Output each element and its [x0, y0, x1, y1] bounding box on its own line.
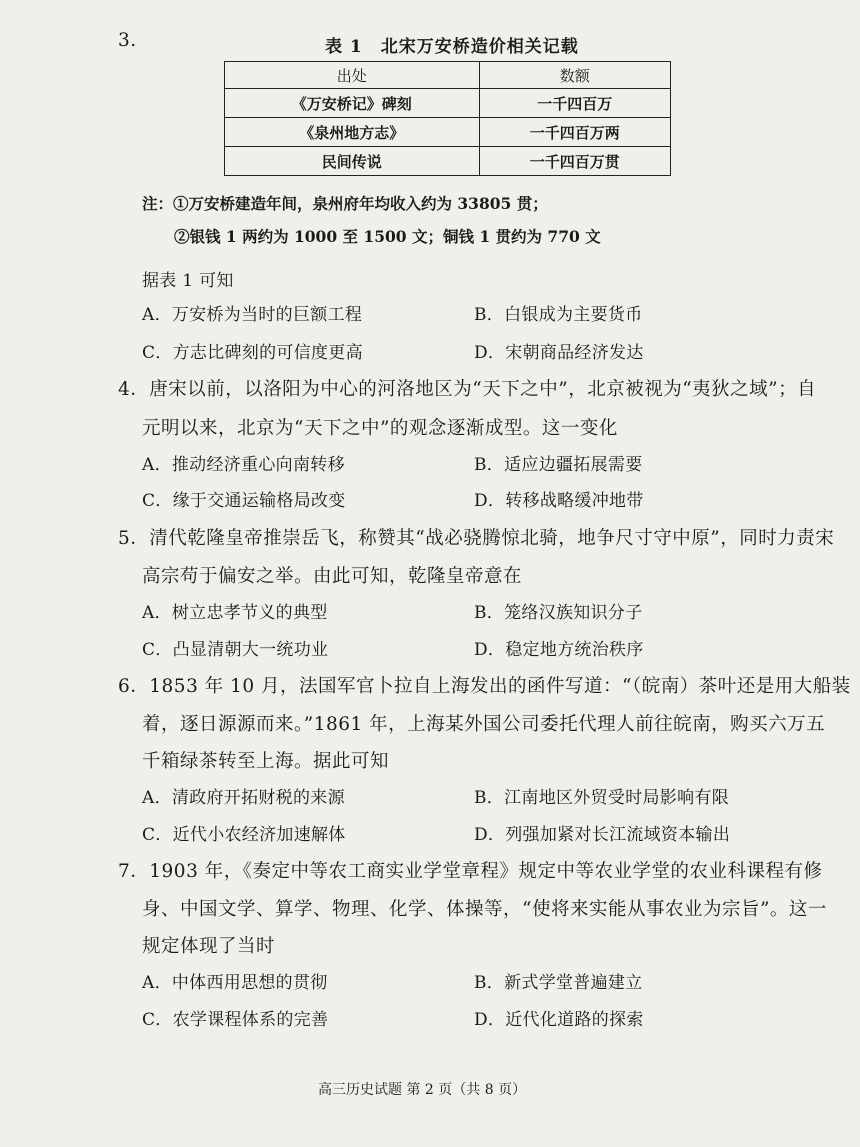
- q7-option-b[interactable]: B．新式学堂普遍建立: [474, 973, 643, 993]
- q6-option-c[interactable]: C．近代小农经济加速解体: [142, 825, 346, 845]
- cost-table: [224, 61, 671, 176]
- q4-option-b[interactable]: B．适应边疆拓展需要: [474, 455, 643, 475]
- q7-option-d[interactable]: D．近代化道路的探索: [474, 1010, 644, 1030]
- q4-stem-line2: 元明以来，北京为“天下之中”的观念逐渐成型。这一变化: [142, 418, 618, 439]
- q4-option-c[interactable]: C．缘于交通运输格局改变: [142, 491, 346, 511]
- table-row: [225, 89, 671, 118]
- q7-option-a[interactable]: A．中体西用思想的贯彻: [142, 973, 328, 993]
- q6-stem-line3: 千箱绿茶转至上海。据此可知: [142, 751, 390, 772]
- table-note-1: 注：①万安桥建造年间，泉州府年均收入约为 33805 贯；: [142, 194, 548, 213]
- q6-option-b[interactable]: B．江南地区外贸受时局影响有限: [474, 788, 729, 808]
- q5-option-a[interactable]: A．树立忠孝节义的典型: [142, 603, 328, 623]
- q7-stem-line2: 身、中国文学、算学、物理、化学、体操等，“使将来实能从事农业为宗旨”。这一: [142, 899, 827, 920]
- q6-option-a[interactable]: A．清政府开拓财税的来源: [142, 788, 345, 808]
- q4-option-d[interactable]: D．转移战略缓冲地带: [474, 491, 644, 511]
- table-header-source: 出处: [225, 62, 480, 89]
- q5-stem-line2: 高宗苟于偏安之举。由此可知，乾隆皇帝意在: [142, 566, 523, 587]
- q3-stem: 据表 1 可知: [142, 271, 234, 291]
- table-header-row: [225, 62, 671, 89]
- q6-option-d[interactable]: D．列强加紧对长江流域资本输出: [474, 825, 731, 845]
- q7-option-c[interactable]: C．农学课程体系的完善: [142, 1010, 329, 1030]
- page-footer: 高三历史试题 第 2 页（共 8 页）: [318, 1082, 527, 1098]
- q3-number: 3.: [118, 30, 137, 51]
- q4-stem-line1: 4．唐宋以前，以洛阳为中心的河洛地区为“天下之中”，北京被视为“夷狄之域”；自: [118, 379, 817, 400]
- table-header-amount: 数额: [479, 62, 670, 89]
- table-cell-source: 《泉州地方志》: [225, 118, 480, 147]
- q7-stem-line3: 规定体现了当时: [142, 936, 276, 957]
- table-cell-amount: 一千四百万: [479, 89, 670, 118]
- table-row: [225, 147, 671, 176]
- q3-option-b[interactable]: B．白银成为主要货币: [474, 305, 643, 325]
- q5-stem-line1: 5．清代乾隆皇帝推崇岳飞，称赞其“战必骁腾惊北骑，地争尺寸守中原”，同时力责宋: [118, 528, 835, 549]
- q5-option-b[interactable]: B．笼络汉族知识分子: [474, 603, 643, 623]
- table-cell-amount: 一千四百万两: [479, 118, 670, 147]
- q7-stem-line1: 7．1903 年，《奏定中等农工商实业学堂章程》规定中等农业学堂的农业科课程有修: [118, 861, 823, 882]
- table-row: [225, 118, 671, 147]
- q6-stem-line2: 着，逐日源源而来。”1861 年，上海某外国公司委托代理人前往皖南，购买六万五: [142, 714, 826, 735]
- table-cell-source: 《万安桥记》碑刻: [225, 89, 480, 118]
- table-cell-source: 民间传说: [225, 147, 480, 176]
- table-caption: 表 1 北宋万安桥造价相关记载: [325, 37, 579, 57]
- q3-option-d[interactable]: D．宋朝商品经济发达: [474, 343, 644, 363]
- q3-option-a[interactable]: A．万安桥为当时的巨额工程: [142, 305, 363, 325]
- q5-option-d[interactable]: D．稳定地方统治秩序: [474, 640, 644, 660]
- q5-option-c[interactable]: C．凸显清朝大一统功业: [142, 640, 329, 660]
- q4-option-a[interactable]: A．推动经济重心向南转移: [142, 455, 345, 475]
- table-note-2: ②银钱 1 两约为 1000 至 1500 文；铜钱 1 贯约为 770 文: [174, 227, 601, 246]
- table-cell-amount: 一千四百万贯: [479, 147, 670, 176]
- q3-option-c[interactable]: C．方志比碑刻的可信度更高: [142, 343, 363, 363]
- q6-stem-line1: 6．1853 年 10 月，法国军官卜拉自上海发出的函件写道：“（皖南）茶叶还是用大船装: [118, 676, 851, 697]
